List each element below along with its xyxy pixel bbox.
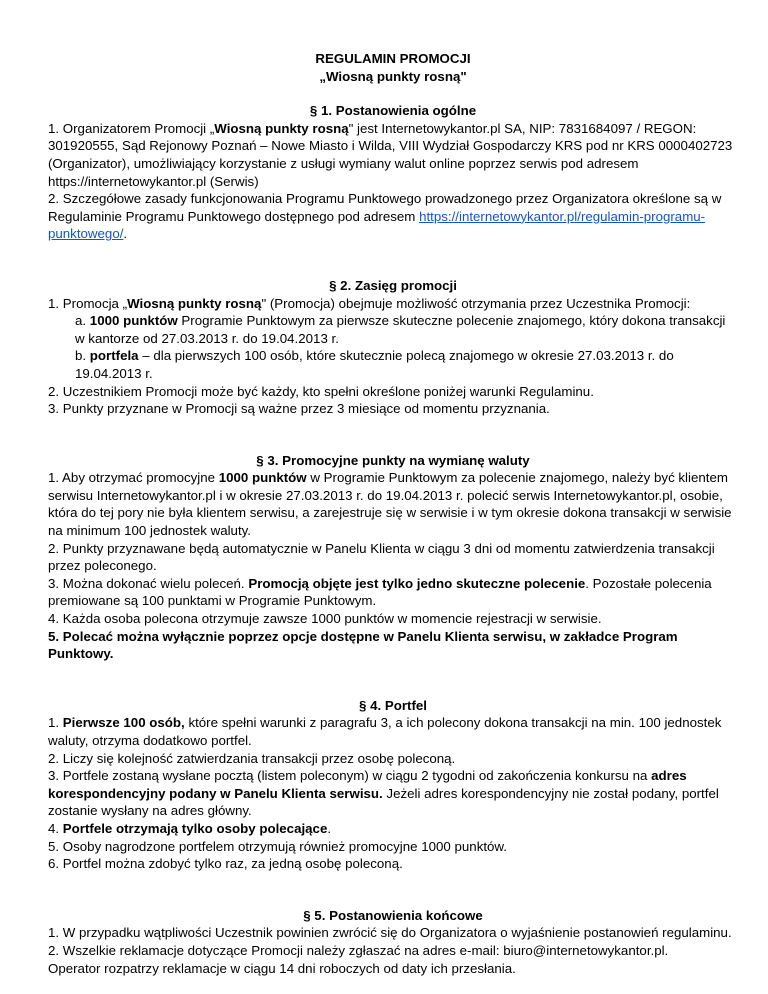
text-span: 1. [48, 715, 63, 731]
text-span: 4. [48, 820, 63, 836]
section-2-item-a [48, 312, 738, 347]
text-span: – dla pierwszych 100 osób, które skutecznie polecą znajomego w okresie 27.03.2013 r. do 19.04.2013 r. [75, 348, 674, 381]
section-4-heading: § 4. Portfel [359, 697, 427, 713]
first-100-bold: Pierwsze 100 osób, [62, 715, 185, 731]
text-span: 1. Aby otrzymać promocyjne [48, 470, 219, 486]
text-span: . [123, 226, 128, 242]
wallets-recipients-bold: Portfele otrzymają tylko osoby polecające [62, 820, 328, 836]
section-3-paragraph-4: 4. Każda osoba polecona otrzymuje zawsze 1000 punktów w momencie rejestracji w serwisie. [48, 611, 602, 627]
points-bold: 1000 punktów [89, 313, 178, 329]
wallet-bold: portfela [89, 348, 139, 364]
section-2-item-b [48, 347, 738, 382]
text-span: 2. Szczegółowe zasady funkcjonowania Programu Punktowego prowadzonego przez Organizatora określone są w Regulaminie Programu Punktowego dostępnego pod adresem [48, 191, 722, 224]
regulations-document [48, 50, 738, 977]
points-bold: 1000 punktów [218, 470, 307, 486]
text-span: " jest Internetowykantor.pl SA, NIP: 7831684097 / REGON: 301920555, Sąd Rejonowy Poznań – Nowe Miasto i Wilda, VIII Wydział Gospodarczy KRS pod nr KRS 0000402723 (Organizator), umożliwiający korzystanie z usługi wymiany walut online poprzez serwis pod adresem https://internetowykantor.pl (Serwis) [48, 120, 733, 189]
section-5-heading: § 5. Postanowienia końcowe [303, 907, 483, 923]
regulations-link[interactable]: https://internetowykantor.pl/regulamin-programu-punktowego/ [48, 208, 706, 242]
section-1-paragraph-1 [48, 120, 738, 190]
text-span: 3. Portfele zostaną wysłane pocztą (listem poleconym) w ciągu 2 tygodni od zakończenia konkursu na [48, 768, 652, 784]
section-4-paragraph-5: 5. Osoby nagrodzone portfelem otrzymują również promocyjne 1000 punktów. [48, 838, 507, 854]
text-span: 1. Promocja „ [48, 295, 128, 311]
section-1-heading: § 1. Postanowienia ogólne [309, 103, 477, 119]
text-span: . Pozostałe polecenia premiowane są 100 punktami w Programie Punktowym. [48, 575, 712, 609]
promotion-name: „Wiosną punkty rosną" [319, 68, 467, 84]
text-span: . [327, 820, 332, 836]
section-3-paragraph-1 [48, 469, 738, 539]
section-3-paragraph-3 [48, 575, 738, 610]
text-span: " (Promocja) obejmuje możliwość otrzymania przez Uczestnika Promocji: [261, 295, 691, 311]
text-span: a. [75, 313, 90, 329]
section-2-paragraph-2: 2. Uczestnikiem Promocji może być każdy, kto spełni określone poniżej warunki Regulaminu. [48, 383, 594, 399]
text-span: w Programie Punktowym za polecenie znajomego, należy być klientem serwisu Internetowykantor.pl i w okresie 27.03.2013 r. do 19.04.2013 r. polecić serwis Internetowykantor.pl, osobie, która do tej pory nie była klientem serwisu, a zarejestruje się w serwisie i w tym okresie dokona transakcji w serwisie na minimum 100 jednostek waluty. [48, 470, 732, 539]
section-5-paragraph-1: 1. W przypadku wątpliwości Uczestnik powinien zwrócić się do Organizatora o wyjaśnienie postanowień regulaminu. [48, 925, 732, 941]
promotion-name-bold: Wiosną punkty rosną [127, 295, 262, 311]
single-referral-bold: Promocją objęte jest tylko jedno skuteczne polecenie [248, 575, 586, 591]
referral-method-bold: 5. Polecać można wyłącznie poprzez opcje dostępne w Panelu Klienta serwisu, w zakładce Program Punktowy. [48, 628, 678, 662]
address-bold: adres korespondencyjny podany w Panelu Klienta serwisu. [48, 768, 687, 801]
section-3-paragraph-5 [48, 628, 738, 663]
section-4-paragraph-6: 6. Portfel można zdobyć tylko raz, za jedną osobę poleconą. [48, 856, 403, 872]
text-span: 3. Można dokonać wielu poleceń. [48, 575, 249, 591]
section-1-paragraph-2 [48, 190, 738, 243]
section-4-paragraph-1 [48, 714, 738, 749]
text-span: Jeżeli adres korespondencyjny nie został podany, portfel zostanie wysłany na adres główny. [48, 785, 719, 819]
text-span: Programie Punktowym za pierwsze skuteczne polecenie znajomego, który dokona transakcji w kantorze od 27.03.2013 r. do 19.04.2013 r. [75, 313, 726, 346]
section-4-paragraph-3 [48, 767, 738, 820]
section-4-paragraph-2: 2. Liczy się kolejność zatwierdzania transakcji przez osobę poleconą. [48, 750, 456, 766]
section-4-paragraph-4 [48, 820, 738, 838]
section-2-paragraph-3: 3. Punkty przyznane w Promocji są ważne przez 3 miesiące od momentu przyznania. [48, 401, 550, 417]
section-3-heading: § 3. Promocyjne punkty na wymianę waluty [256, 452, 530, 468]
section-5-paragraph-3: Operator rozpatrzy reklamacje w ciągu 14 dni roboczych od daty ich przesłania. [48, 960, 516, 976]
text-span: b. [75, 348, 90, 364]
section-2-paragraph-1 [48, 295, 738, 313]
section-2-heading: § 2. Zasięg promocji [329, 277, 457, 293]
section-3-paragraph-2: 2. Punkty przyznawane będą automatycznie w Panelu Klienta w ciągu 3 dni od momentu zatwierdzenia transakcji przez poleconego. [48, 540, 715, 574]
document-title: REGULAMIN PROMOCJI [315, 51, 471, 66]
text-span: które spełni warunki z paragrafu 3, a ich polecony dokona transakcji na min. 100 jednostek waluty, otrzyma dodatkowo portfel. [48, 715, 722, 748]
promotion-name-bold: Wiosną punkty rosną [214, 120, 349, 136]
section-5-paragraph-2: 2. Wszelkie reklamacje dotyczące Promocji należy zgłaszać na adres e-mail: biuro@internetowykantor.pl. [48, 942, 669, 958]
text-span: 1. Organizatorem Promocji „ [48, 120, 215, 136]
